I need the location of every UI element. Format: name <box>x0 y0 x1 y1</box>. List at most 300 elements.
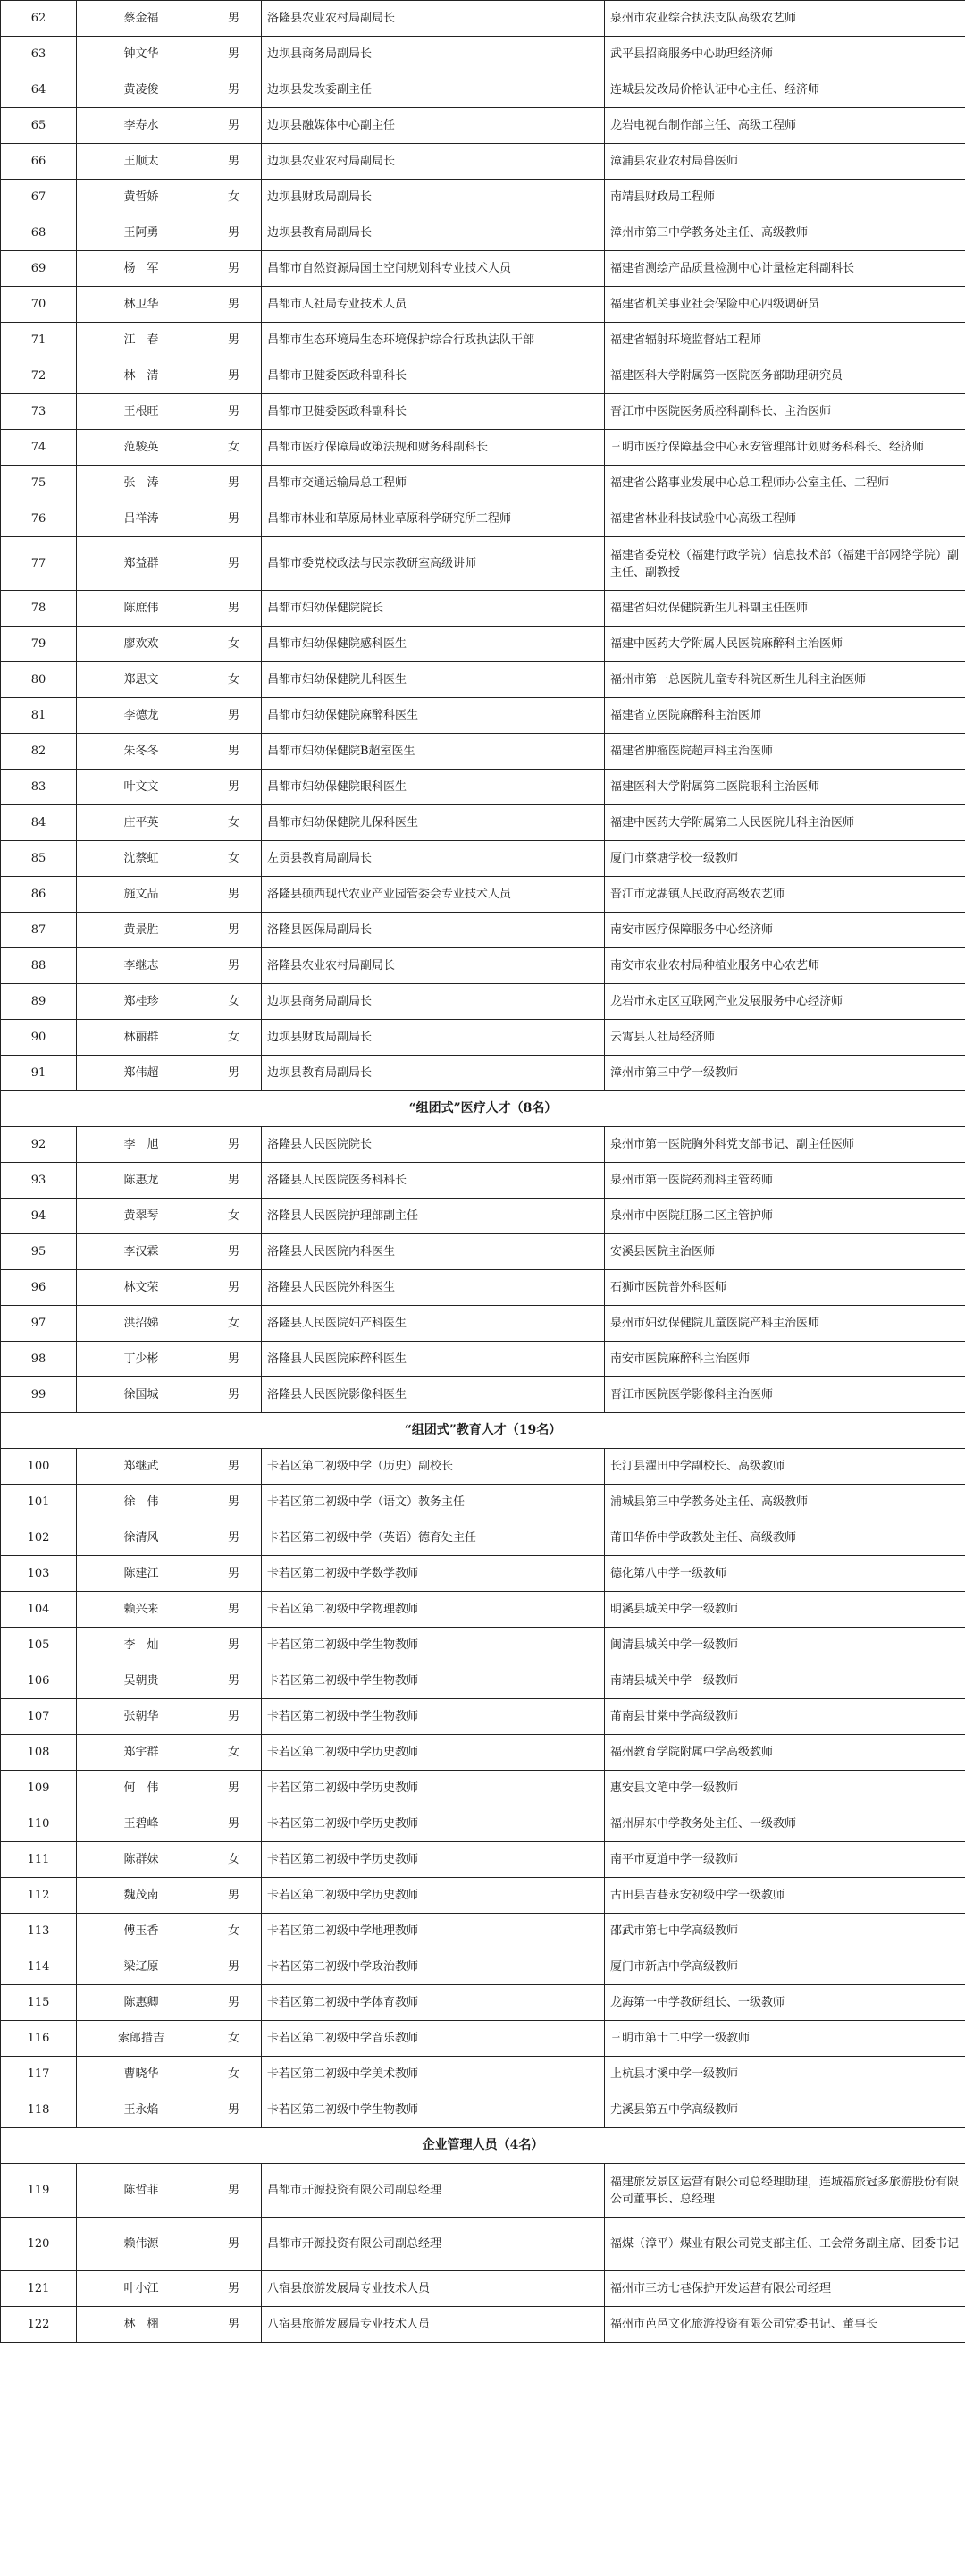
table-row <box>1 1 965 37</box>
gender: 男 <box>206 948 262 984</box>
gender: 女 <box>206 1914 262 1949</box>
assigned-position: 卡若区第二初级中学历史教师 <box>262 1842 605 1878</box>
person-name: 索郎措吉 <box>77 2021 206 2057</box>
original-position: 龙海第一中学教研组长、一级教师 <box>605 1985 965 2021</box>
assigned-position: 卡若区第二初级中学物理教师 <box>262 1592 605 1628</box>
assigned-position: 昌都市妇幼保健院感科医生 <box>262 627 605 662</box>
gender: 男 <box>206 1556 262 1592</box>
person-name: 黄凌俊 <box>77 72 206 108</box>
original-position: 德化第八中学一级教师 <box>605 1556 965 1592</box>
assigned-position: 昌都市卫健委医政科副科长 <box>262 394 605 430</box>
original-position: 古田县吉巷永安初级中学一级教师 <box>605 1878 965 1914</box>
original-position: 三明市第十二中学一级教师 <box>605 2021 965 2057</box>
gender: 男 <box>206 1234 262 1270</box>
original-position: 福建中医药大学附属人民医院麻醉科主治医师 <box>605 627 965 662</box>
row-number: 114 <box>1 1949 77 1985</box>
original-position: 福建省机关事业社会保险中心四级调研员 <box>605 287 965 323</box>
assigned-position: 昌都市生态环境局生态环境保护综合行政执法队干部 <box>262 323 605 358</box>
assigned-position: 卡若区第二初级中学历史教师 <box>262 1878 605 1914</box>
assigned-position: 洛隆县人民医院妇产科医生 <box>262 1306 605 1342</box>
original-position: 福建省辐射环境监督站工程师 <box>605 323 965 358</box>
assigned-position: 卡若区第二初级中学生物教师 <box>262 1699 605 1735</box>
assigned-position: 边坝县农业农村局副局长 <box>262 144 605 180</box>
original-position: 福建省公路事业发展中心总工程师办公室主任、工程师 <box>605 466 965 501</box>
person-name: 王顺太 <box>77 144 206 180</box>
row-number: 70 <box>1 287 77 323</box>
original-position: 福建省林业科技试验中心高级工程师 <box>605 501 965 537</box>
row-number: 99 <box>1 1377 77 1413</box>
assigned-position: 洛隆县医保局副局长 <box>262 913 605 948</box>
gender: 男 <box>206 251 262 287</box>
row-number: 95 <box>1 1234 77 1270</box>
assigned-position: 左贡县教育局副局长 <box>262 841 605 877</box>
person-name: 魏茂南 <box>77 1878 206 1914</box>
gender: 男 <box>206 2164 262 2218</box>
gender: 女 <box>206 841 262 877</box>
row-number: 67 <box>1 180 77 215</box>
gender: 男 <box>206 1449 262 1485</box>
table-row <box>1 2021 965 2057</box>
assigned-position: 卡若区第二初级中学生物教师 <box>262 1663 605 1699</box>
person-name: 傅玉香 <box>77 1914 206 1949</box>
table-row <box>1 734 965 770</box>
row-number: 76 <box>1 501 77 537</box>
assigned-position: 卡若区第二初级中学数学教师 <box>262 1556 605 1592</box>
table-row <box>1 627 965 662</box>
table-row <box>1 877 965 913</box>
original-position: 福州市芭邑文化旅游投资有限公司党委书记、董事长 <box>605 2307 965 2343</box>
row-number: 83 <box>1 770 77 805</box>
row-number: 105 <box>1 1628 77 1663</box>
row-number: 66 <box>1 144 77 180</box>
person-name: 钟文华 <box>77 37 206 72</box>
assigned-position: 昌都市妇幼保健院儿保科医生 <box>262 805 605 841</box>
row-number: 73 <box>1 394 77 430</box>
assigned-position: 昌都市林业和草原局林业草原科学研究所工程师 <box>262 501 605 537</box>
assigned-position: 边坝县财政局副局长 <box>262 180 605 215</box>
table-row <box>1 2057 965 2092</box>
row-number: 115 <box>1 1985 77 2021</box>
assigned-position: 昌都市委党校政法与民宗教研室高级讲师 <box>262 537 605 591</box>
gender: 男 <box>206 1699 262 1735</box>
table-row <box>1 180 965 215</box>
assigned-position: 边坝县发改委副主任 <box>262 72 605 108</box>
original-position: 福建医科大学附属第二医院眼科主治医师 <box>605 770 965 805</box>
gender: 男 <box>206 1163 262 1199</box>
table-row <box>1 1520 965 1556</box>
table-row <box>1 358 965 394</box>
table-row <box>1 287 965 323</box>
original-position: 南安市医疗保障服务中心经济师 <box>605 913 965 948</box>
person-name: 陈哲菲 <box>77 2164 206 2218</box>
row-number: 96 <box>1 1270 77 1306</box>
person-name: 杨 军 <box>77 251 206 287</box>
table-row <box>1 501 965 537</box>
original-position: 福煤（漳平）煤业有限公司党支部主任、工会常务副主席、团委书记 <box>605 2218 965 2271</box>
original-position: 尤溪县第五中学高级教师 <box>605 2092 965 2128</box>
gender: 男 <box>206 1806 262 1842</box>
person-name: 廖欢欢 <box>77 627 206 662</box>
row-number: 86 <box>1 877 77 913</box>
gender: 男 <box>206 1520 262 1556</box>
table-row <box>1 1771 965 1806</box>
table-row <box>1 1449 965 1485</box>
table-row <box>1 1485 965 1520</box>
assigned-position: 卡若区第二初级中学美术教师 <box>262 2057 605 2092</box>
assigned-position: 洛隆县人民医院护理部副主任 <box>262 1199 605 1234</box>
row-number: 121 <box>1 2271 77 2307</box>
table-row <box>1 1306 965 1342</box>
assigned-position: 卡若区第二初级中学（历史）副校长 <box>262 1449 605 1485</box>
assigned-position: 洛隆县农业农村局副局长 <box>262 1 605 37</box>
gender: 男 <box>206 1127 262 1163</box>
table-row <box>1 1556 965 1592</box>
row-number: 118 <box>1 2092 77 2128</box>
row-number: 106 <box>1 1663 77 1699</box>
table-row <box>1 984 965 1020</box>
original-position: 上杭县才溪中学一级教师 <box>605 2057 965 2092</box>
table-row <box>1 1878 965 1914</box>
original-position: 邵武市第七中学高级教师 <box>605 1914 965 1949</box>
original-position: 泉州市第一医院药剂科主管药师 <box>605 1163 965 1199</box>
original-position: 南安市医院麻醉科主治医师 <box>605 1342 965 1377</box>
assigned-position: 卡若区第二初级中学生物教师 <box>262 1628 605 1663</box>
table-row <box>1 108 965 144</box>
person-name: 丁少彬 <box>77 1342 206 1377</box>
table-row <box>1 144 965 180</box>
table-row <box>1 1163 965 1199</box>
assigned-position: 边坝县财政局副局长 <box>262 1020 605 1056</box>
person-name: 张 涛 <box>77 466 206 501</box>
person-name: 陈庶伟 <box>77 591 206 627</box>
assigned-position: 洛隆县人民医院外科医生 <box>262 1270 605 1306</box>
row-number: 77 <box>1 537 77 591</box>
row-number: 91 <box>1 1056 77 1091</box>
gender: 男 <box>206 770 262 805</box>
section-header-row <box>1 1413 965 1449</box>
person-name: 陈群妹 <box>77 1842 206 1878</box>
row-number: 97 <box>1 1306 77 1342</box>
original-position: 漳浦县农业农村局兽医师 <box>605 144 965 180</box>
assigned-position: 卡若区第二初级中学历史教师 <box>262 1735 605 1771</box>
original-position: 三明市医疗保障基金中心永安管理部计划财务科科长、经济师 <box>605 430 965 466</box>
original-position: 闽清县城关中学一级教师 <box>605 1628 965 1663</box>
gender: 女 <box>206 1735 262 1771</box>
original-position: 福州市第一总医院儿童专科院区新生儿科主治医师 <box>605 662 965 698</box>
table-row <box>1 1699 965 1735</box>
gender: 男 <box>206 215 262 251</box>
gender: 男 <box>206 2271 262 2307</box>
person-name: 林卫华 <box>77 287 206 323</box>
assigned-position: 八宿县旅游发展局专业技术人员 <box>262 2307 605 2343</box>
gender: 男 <box>206 323 262 358</box>
gender: 男 <box>206 72 262 108</box>
assigned-position: 洛隆县人民医院内科医生 <box>262 1234 605 1270</box>
gender: 男 <box>206 1878 262 1914</box>
table-row <box>1 1592 965 1628</box>
original-position: 惠安县文笔中学一级教师 <box>605 1771 965 1806</box>
original-position: 武平县招商服务中心助理经济师 <box>605 37 965 72</box>
row-number: 71 <box>1 323 77 358</box>
table-row <box>1 698 965 734</box>
person-name: 张朝华 <box>77 1699 206 1735</box>
gender: 女 <box>206 662 262 698</box>
assigned-position: 卡若区第二初级中学地理教师 <box>262 1914 605 1949</box>
original-position: 漳州市第三中学一级教师 <box>605 1056 965 1091</box>
row-number: 120 <box>1 2218 77 2271</box>
original-position: 泉州市妇幼保健院儿童医院产科主治医师 <box>605 1306 965 1342</box>
gender: 男 <box>206 287 262 323</box>
gender: 男 <box>206 394 262 430</box>
original-position: 连城县发改局价格认证中心主任、经济师 <box>605 72 965 108</box>
row-number: 81 <box>1 698 77 734</box>
gender: 男 <box>206 108 262 144</box>
original-position: 莆田华侨中学政教处主任、高级教师 <box>605 1520 965 1556</box>
table-row <box>1 430 965 466</box>
section-header-row <box>1 1091 965 1127</box>
table-row <box>1 662 965 698</box>
gender: 男 <box>206 591 262 627</box>
original-position: 福州屏东中学教务处主任、一级教师 <box>605 1806 965 1842</box>
gender: 男 <box>206 37 262 72</box>
assigned-position: 边坝县商务局副局长 <box>262 37 605 72</box>
gender: 女 <box>206 1199 262 1234</box>
table-row <box>1 591 965 627</box>
person-name: 林 清 <box>77 358 206 394</box>
row-number: 107 <box>1 1699 77 1735</box>
person-name: 徐清风 <box>77 1520 206 1556</box>
assigned-position: 昌都市妇幼保健院眼科医生 <box>262 770 605 805</box>
row-number: 79 <box>1 627 77 662</box>
row-number: 102 <box>1 1520 77 1556</box>
table-row <box>1 2092 965 2128</box>
table-row <box>1 1663 965 1699</box>
original-position: 长汀县濯田中学副校长、高级教师 <box>605 1449 965 1485</box>
gender: 女 <box>206 1842 262 1878</box>
original-position: 南安市农业农村局种植业服务中心农艺师 <box>605 948 965 984</box>
person-name: 陈惠龙 <box>77 1163 206 1199</box>
original-position: 福建旅发景区运营有限公司总经理助理，连城福旅冠多旅游股份有限公司董事长、总经理 <box>605 2164 965 2218</box>
assigned-position: 卡若区第二初级中学历史教师 <box>262 1806 605 1842</box>
table-row <box>1 1806 965 1842</box>
gender: 男 <box>206 2092 262 2128</box>
gender: 男 <box>206 913 262 948</box>
assigned-position: 昌都市开源投资有限公司副总经理 <box>262 2218 605 2271</box>
row-number: 74 <box>1 430 77 466</box>
person-name: 林丽群 <box>77 1020 206 1056</box>
row-number: 87 <box>1 913 77 948</box>
table-row <box>1 913 965 948</box>
gender: 女 <box>206 984 262 1020</box>
original-position: 福州市三坊七巷保护开发运营有限公司经理 <box>605 2271 965 2307</box>
original-position: 安溪县医院主治医师 <box>605 1234 965 1270</box>
gender: 女 <box>206 2057 262 2092</box>
gender: 男 <box>206 1485 262 1520</box>
person-name: 王永焰 <box>77 2092 206 2128</box>
row-number: 65 <box>1 108 77 144</box>
person-name: 赖兴来 <box>77 1592 206 1628</box>
row-number: 108 <box>1 1735 77 1771</box>
assigned-position: 边坝县教育局副局长 <box>262 1056 605 1091</box>
person-name: 陈惠卿 <box>77 1985 206 2021</box>
table-row <box>1 805 965 841</box>
gender: 男 <box>206 358 262 394</box>
table-row <box>1 1342 965 1377</box>
table-row <box>1 1056 965 1091</box>
person-name: 江 春 <box>77 323 206 358</box>
original-position: 莆南县甘棠中学高级教师 <box>605 1699 965 1735</box>
gender: 男 <box>206 501 262 537</box>
person-name: 李德龙 <box>77 698 206 734</box>
original-position: 南靖县城关中学一级教师 <box>605 1663 965 1699</box>
row-number: 113 <box>1 1914 77 1949</box>
table-row <box>1 323 965 358</box>
assigned-position: 洛隆县农业农村局副局长 <box>262 948 605 984</box>
person-name: 李汉霖 <box>77 1234 206 1270</box>
gender: 男 <box>206 1771 262 1806</box>
row-number: 101 <box>1 1485 77 1520</box>
person-name: 吕祥涛 <box>77 501 206 537</box>
table-row <box>1 2218 965 2271</box>
person-name: 叶文文 <box>77 770 206 805</box>
original-position: 明溪县城关中学一级教师 <box>605 1592 965 1628</box>
row-number: 93 <box>1 1163 77 1199</box>
gender: 女 <box>206 1020 262 1056</box>
original-position: 福建省测绘产品质量检测中心计量检定科副科长 <box>605 251 965 287</box>
person-name: 王碧峰 <box>77 1806 206 1842</box>
gender: 男 <box>206 1342 262 1377</box>
person-name: 沈蔡虹 <box>77 841 206 877</box>
table-row <box>1 1949 965 1985</box>
section-title: “组团式”教育人才（19名） <box>1 1413 965 1449</box>
assigned-position: 昌都市妇幼保健院院长 <box>262 591 605 627</box>
row-number: 116 <box>1 2021 77 2057</box>
person-name: 郑桂珍 <box>77 984 206 1020</box>
person-name: 李 灿 <box>77 1628 206 1663</box>
row-number: 84 <box>1 805 77 841</box>
row-number: 92 <box>1 1127 77 1163</box>
table-row <box>1 1234 965 1270</box>
row-number: 98 <box>1 1342 77 1377</box>
assigned-position: 卡若区第二初级中学生物教师 <box>262 2092 605 2128</box>
person-name: 曹晓华 <box>77 2057 206 2092</box>
gender: 女 <box>206 1306 262 1342</box>
table-row <box>1 948 965 984</box>
gender: 男 <box>206 2218 262 2271</box>
gender: 男 <box>206 1592 262 1628</box>
assigned-position: 边坝县融媒体中心副主任 <box>262 108 605 144</box>
person-name: 徐 伟 <box>77 1485 206 1520</box>
person-name: 李寿水 <box>77 108 206 144</box>
person-name: 叶小江 <box>77 2271 206 2307</box>
assigned-position: 八宿县旅游发展局专业技术人员 <box>262 2271 605 2307</box>
row-number: 103 <box>1 1556 77 1592</box>
table-row <box>1 2307 965 2343</box>
gender: 男 <box>206 1056 262 1091</box>
row-number: 85 <box>1 841 77 877</box>
row-number: 68 <box>1 215 77 251</box>
person-name: 梁辽原 <box>77 1949 206 1985</box>
table-row <box>1 1914 965 1949</box>
gender: 男 <box>206 1663 262 1699</box>
gender: 男 <box>206 1377 262 1413</box>
original-position: 泉州市第一医院胸外科党支部书记、副主任医师 <box>605 1127 965 1163</box>
table-row <box>1 37 965 72</box>
original-position: 浦城县第三中学教务处主任、高级教师 <box>605 1485 965 1520</box>
row-number: 94 <box>1 1199 77 1234</box>
assigned-position: 卡若区第二初级中学体育教师 <box>262 1985 605 2021</box>
original-position: 漳州市第三中学教务处主任、高级教师 <box>605 215 965 251</box>
person-name: 郑益群 <box>77 537 206 591</box>
assigned-position: 昌都市自然资源局国土空间规划科专业技术人员 <box>262 251 605 287</box>
row-number: 63 <box>1 37 77 72</box>
gender: 男 <box>206 537 262 591</box>
original-position: 福州教育学院附属中学高级教师 <box>605 1735 965 1771</box>
table-row <box>1 2164 965 2218</box>
row-number: 100 <box>1 1449 77 1485</box>
person-name: 郑思文 <box>77 662 206 698</box>
original-position: 晋江市龙湖镇人民政府高级农艺师 <box>605 877 965 913</box>
row-number: 104 <box>1 1592 77 1628</box>
row-number: 109 <box>1 1771 77 1806</box>
assigned-position: 卡若区第二初级中学（语文）教务主任 <box>262 1485 605 1520</box>
assigned-position: 卡若区第二初级中学政治教师 <box>262 1949 605 1985</box>
person-name: 徐国城 <box>77 1377 206 1413</box>
original-position: 龙岩电视台制作部主任、高级工程师 <box>605 108 965 144</box>
gender: 男 <box>206 698 262 734</box>
section-header-row <box>1 2128 965 2164</box>
table-row <box>1 1735 965 1771</box>
original-position: 泉州市农业综合执法支队高级农艺师 <box>605 1 965 37</box>
person-name: 王根旺 <box>77 394 206 430</box>
assigned-position: 昌都市交通运输局总工程师 <box>262 466 605 501</box>
row-number: 90 <box>1 1020 77 1056</box>
original-position: 福建省肿瘤医院超声科主治医师 <box>605 734 965 770</box>
table-row <box>1 215 965 251</box>
gender: 男 <box>206 2307 262 2343</box>
table-row <box>1 394 965 430</box>
gender: 男 <box>206 1270 262 1306</box>
original-position: 厦门市新店中学高级教师 <box>605 1949 965 1985</box>
person-name: 郑继武 <box>77 1449 206 1485</box>
person-name: 郑伟超 <box>77 1056 206 1091</box>
assigned-position: 昌都市人社局专业技术人员 <box>262 287 605 323</box>
person-name: 黄翠琴 <box>77 1199 206 1234</box>
gender: 女 <box>206 805 262 841</box>
row-number: 111 <box>1 1842 77 1878</box>
person-name: 李继志 <box>77 948 206 984</box>
assigned-position: 卡若区第二初级中学（英语）德育处主任 <box>262 1520 605 1556</box>
original-position: 泉州市中医院肛肠二区主管护师 <box>605 1199 965 1234</box>
gender: 男 <box>206 1949 262 1985</box>
row-number: 75 <box>1 466 77 501</box>
original-position: 龙岩市永定区互联网产业发展服务中心经济师 <box>605 984 965 1020</box>
table-row <box>1 466 965 501</box>
table-row <box>1 1842 965 1878</box>
row-number: 69 <box>1 251 77 287</box>
original-position: 福建中医药大学附属第二人民医院儿科主治医师 <box>605 805 965 841</box>
row-number: 62 <box>1 1 77 37</box>
section-title: “组团式”医疗人才（8名） <box>1 1091 965 1127</box>
assigned-position: 边坝县教育局副局长 <box>262 215 605 251</box>
person-name: 李 旭 <box>77 1127 206 1163</box>
original-position: 福建省委党校（福建行政学院）信息技术部（福建干部网络学院）副主任、副教授 <box>605 537 965 591</box>
assigned-position: 昌都市医疗保障局政策法规和财务科副科长 <box>262 430 605 466</box>
table-row <box>1 1377 965 1413</box>
table-row <box>1 1985 965 2021</box>
table-row <box>1 841 965 877</box>
row-number: 64 <box>1 72 77 108</box>
